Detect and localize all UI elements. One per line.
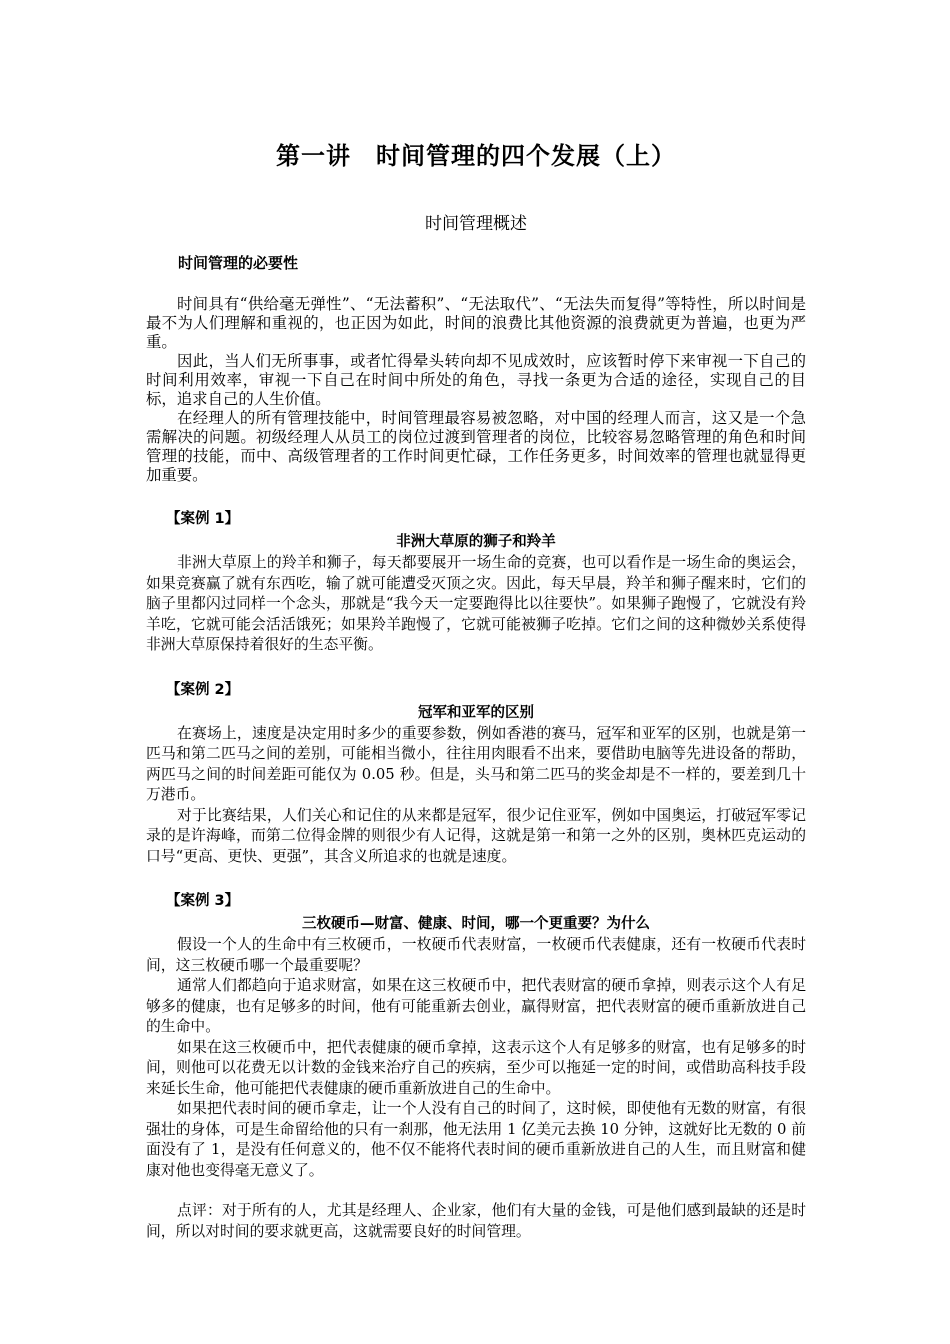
case-title: 三枚硬币—财富、健康、时间，哪一个更重要？为什么	[302, 916, 650, 932]
comment-section	[146, 1201, 806, 1242]
intro-section	[146, 295, 806, 485]
comment-paragraph: 点评：对于所有的人，尤其是经理人、企业家，他们有大量的金钱，可是他们感到最缺的还是时间，所以对时间的要求就更高，这就需要良好的时间管理。	[146, 1202, 806, 1240]
case-1	[146, 507, 806, 656]
case-paragraph: 假设一个人的生命中有三枚硬币，一枚硬币代表财富，一枚硬币代表健康，还有一枚硬币代表时间，这三枚硬币哪一个最重要呢？	[146, 936, 806, 974]
case-title: 非洲大草原的狮子和羚羊	[396, 534, 556, 550]
case-paragraph: 如果把代表时间的硬币拿走，让一个人没有自己的时间了，这时候，即使他有无数的财富，有很强壮的身体，可是生命留给他的只有一刹那，他无法用 1 亿美元去换 10 分钟，这就好比无数的 0 前面没有了 1，是没有任何意义的，他不仅不能将代表时间的硬币重新放进自己的人生，而且财富和健康对他也变得毫无意义了。	[146, 1100, 806, 1179]
case-title: 冠军和亚军的区别	[418, 704, 534, 721]
sub-heading: 时间管理的必要性	[178, 254, 299, 272]
case-paragraph: 如果在这三枚硬币中，把代表健康的硬币拿掉，这表示这个人有足够多的财富，也有足够多的时间，则他可以花费无以计数的金钱来治疗自己的疾病，至少可以拖延一定的时间，或借助高科技手段来延长生命，他可能把代表健康的硬币重新放进自己的生命中。	[146, 1038, 806, 1097]
document-title: 第一讲 时间管理的四个发展（上）	[276, 142, 676, 170]
case-paragraph: 通常人们都趋向于追求财富，如果在这三枚硬币中，把代表财富的硬币拿掉，则表示这个人有足够多的健康，也有足够多的时间，他有可能重新去创业，赢得财富，把代表财富的硬币重新放进自己的生命中。	[146, 977, 806, 1035]
case-paragraph: 非洲大草原上的羚羊和狮子，每天都要展开一场生命的竞赛，也可以看作是一场生命的奥运会，如果竞赛赢了就有东西吃，输了就可能遭受灭顶之灾。因此，每天早晨，羚羊和狮子醒来时，它们的脑子里都闪过同样一个念头，那就是“我今天一定要跑得比以往要快”。如果狮子跑慢了，它就没有羚羊吃，它就可能会活活饿死；如果羚羊跑慢了，它就可能被狮子吃掉。它们之间的这种微妙关系使得非洲大草原保持着很好的生态平衡。	[146, 554, 806, 653]
case-paragraph: 在赛场上，速度是决定用时多少的重要参数，例如香港的赛马，冠军和亚军的区别，也就是第一匹马和第二匹马之间的差别，可能相当微小，往往用肉眼看不出来，要借助电脑等先进设备的帮助，两匹马之间的时间差距可能仅为 0.05 秒。但是，头马和第二匹马的奖金却是不一样的，要差到几十万港币。	[146, 724, 806, 803]
case-2	[146, 678, 806, 868]
case-3	[146, 889, 806, 1181]
case-label: 【案例 3】	[166, 893, 240, 909]
intro-paragraph: 因此，当人们无所事事，或者忙得晕头转向却不见成效时，应该暂时停下来审视一下自己的时间利用效率，审视一下自己在时间中所处的角色，寻找一条更为合适的途径，实现自己的目标，追求自己的人生价值。	[146, 352, 806, 408]
intro-paragraph: 时间具有“供给毫无弹性”、“无法蓄积”、“无法取代”、“无法失而复得”等特性，所以时间是最不为人们理解和重视的，也正因为如此，时间的浪费比其他资源的浪费就更为普遍，也更为严重。	[146, 295, 806, 351]
document-page	[146, 130, 806, 1242]
section-title: 时间管理概述	[425, 214, 527, 234]
case-label: 【案例 2】	[166, 681, 240, 698]
intro-paragraph: 在经理人的所有管理技能中，时间管理最容易被忽略，对中国的经理人而言，这又是一个急需解决的问题。初级经理人从员工的岗位过渡到管理者的岗位，比较容易忽略管理的角色和时间管理的技能，而中、高级管理者的工作时间更忙碌，工作任务更多，时间效率的管理也就显得更加重要。	[146, 409, 806, 484]
case-label: 【案例 1】	[166, 511, 240, 527]
case-paragraph: 对于比赛结果，人们关心和记住的从来都是冠军，很少记住亚军，例如中国奥运，打破冠军零记录的是许海峰，而第二位得金牌的则很少有人记得，这就是第一和第一之外的区别，奥林匹克运动的口号“更高、更快、更强”，其含义所追求的也就是速度。	[146, 806, 806, 865]
